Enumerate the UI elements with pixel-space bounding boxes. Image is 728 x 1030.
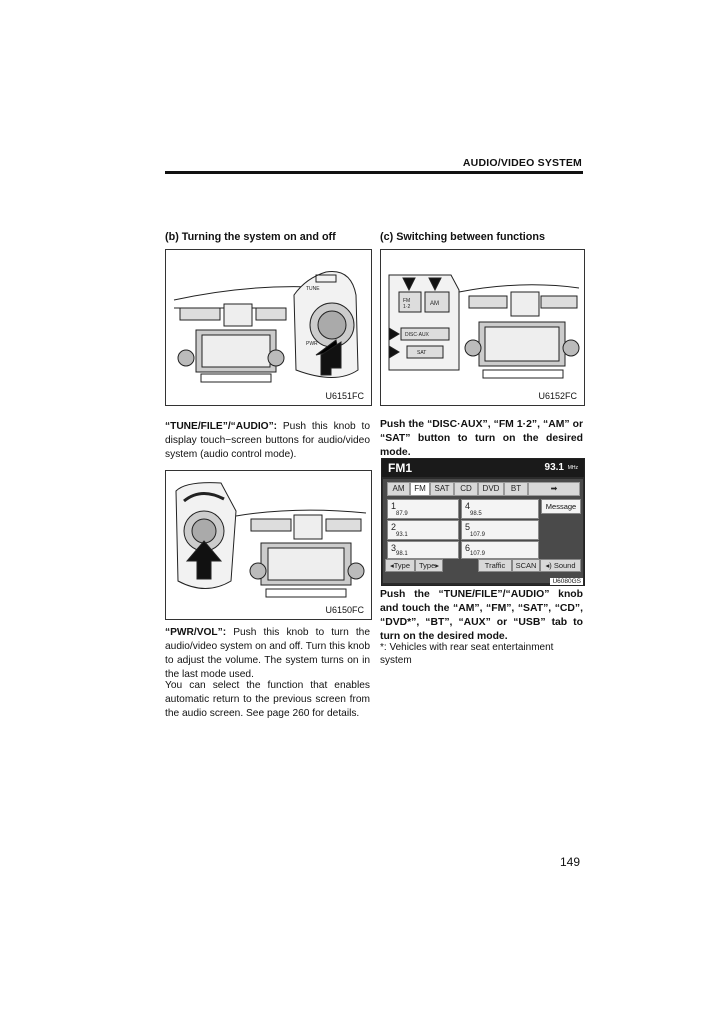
traffic-button[interactable]: Traffic bbox=[478, 559, 512, 572]
preset-frequency: 107.9 bbox=[470, 551, 486, 557]
pwr-knob-name: “PWR/VOL”: bbox=[165, 627, 227, 638]
svg-text:PWR: PWR bbox=[306, 341, 318, 347]
tune-knob-name: “TUNE/FILE”/“AUDIO”: bbox=[165, 421, 278, 432]
preset-number: 6 bbox=[465, 543, 471, 553]
figure-label: U6150FC bbox=[325, 605, 364, 615]
preset-6[interactable] bbox=[461, 541, 539, 559]
svg-text:DISC·AUX: DISC·AUX bbox=[405, 332, 429, 338]
tab-sat[interactable]: SAT bbox=[430, 482, 454, 496]
preset-4[interactable] bbox=[461, 499, 539, 519]
svg-text:1·2: 1·2 bbox=[403, 304, 411, 310]
preset-number: 2 bbox=[391, 522, 397, 532]
svg-text:FM: FM bbox=[403, 298, 411, 304]
sound-button[interactable]: ◂) Sound bbox=[540, 559, 581, 572]
audio-screen bbox=[381, 458, 585, 586]
tab-instruction: Push the “TUNE/FILE”/“AUDIO” knob and touch the “AM”, “FM”, “SAT”, “CD”, “DVD*”, “BT”, “AUX” or “USB” tab to turn on the desired mode. bbox=[380, 589, 583, 642]
frequency-unit: MHz bbox=[567, 465, 578, 471]
svg-text:AM: AM bbox=[430, 301, 439, 307]
dashboard-illustration-2 bbox=[166, 471, 371, 619]
tab-dvd[interactable]: DVD bbox=[478, 482, 504, 496]
preset-3[interactable] bbox=[387, 541, 459, 559]
message-button[interactable]: Message bbox=[541, 499, 581, 514]
figure-function-buttons bbox=[380, 249, 585, 406]
running-header: AUDIO/VIDEO SYSTEM bbox=[462, 157, 582, 169]
header-rule bbox=[165, 171, 583, 174]
section-b-title: (b) Turning the system on and off bbox=[165, 231, 336, 243]
svg-text:SAT: SAT bbox=[417, 350, 427, 356]
page-number: 149 bbox=[559, 855, 580, 869]
push-buttons-instruction: Push the “DISC·AUX”, “FM 1·2”, “AM” or “SAT” button to turn on the desired mode. bbox=[380, 419, 583, 458]
figure-label: U6152FC bbox=[538, 391, 577, 401]
screen-header bbox=[382, 459, 584, 477]
band-label: FM1 bbox=[388, 461, 412, 475]
tab-next-arrow[interactable]: ➡ bbox=[528, 482, 580, 496]
tab-fm[interactable]: FM bbox=[410, 482, 430, 496]
footnote: *: Vehicles with rear seat entertainment system bbox=[380, 642, 554, 666]
auto-return-note: You can select the function that enables automatic return to the previous screen from the audio screen. See page 260 for details. bbox=[165, 680, 370, 719]
tune-text: Push this knob to display touch−screen buttons for audio/video system (audio control mode). bbox=[165, 421, 370, 460]
preset-frequency: 98.1 bbox=[396, 551, 408, 557]
preset-number: 4 bbox=[465, 501, 471, 511]
type-prev-button[interactable]: ◂Type bbox=[385, 559, 415, 572]
frequency: 93.1 bbox=[544, 462, 564, 473]
preset-frequency: 98.5 bbox=[470, 511, 482, 517]
tab-cd[interactable]: CD bbox=[454, 482, 478, 496]
tab-bt[interactable]: BT bbox=[504, 482, 528, 496]
preset-2[interactable] bbox=[387, 520, 459, 540]
dashboard-illustration-1 bbox=[166, 250, 371, 405]
pwr-description bbox=[165, 626, 370, 682]
preset-1[interactable] bbox=[387, 499, 459, 519]
preset-frequency: 93.1 bbox=[396, 532, 408, 538]
preset-number: 3 bbox=[391, 543, 397, 553]
tune-description bbox=[165, 420, 370, 462]
figure-label: U6151FC bbox=[325, 391, 364, 401]
svg-text:TUNE: TUNE bbox=[306, 286, 320, 292]
dashboard-illustration-3 bbox=[381, 250, 584, 405]
preset-frequency: 87.9 bbox=[396, 511, 408, 517]
figure-label: U6080GS bbox=[552, 578, 581, 585]
section-c-title: (c) Switching between functions bbox=[380, 231, 545, 243]
type-next-button[interactable]: Type▸ bbox=[415, 559, 443, 572]
preset-frequency: 107.9 bbox=[470, 532, 486, 538]
preset-number: 5 bbox=[465, 522, 471, 532]
scan-button[interactable]: SCAN bbox=[512, 559, 540, 572]
pwr-text: Push this knob to turn the audio/video system on and off. Turn this knob to adjust the volume. The system turns on in the last mode used. bbox=[165, 627, 370, 680]
figure-power-knob bbox=[165, 249, 372, 406]
preset-5[interactable] bbox=[461, 520, 539, 540]
figure-volume-knob bbox=[165, 470, 372, 620]
tab-am[interactable]: AM bbox=[387, 482, 410, 496]
preset-number: 1 bbox=[391, 501, 397, 511]
